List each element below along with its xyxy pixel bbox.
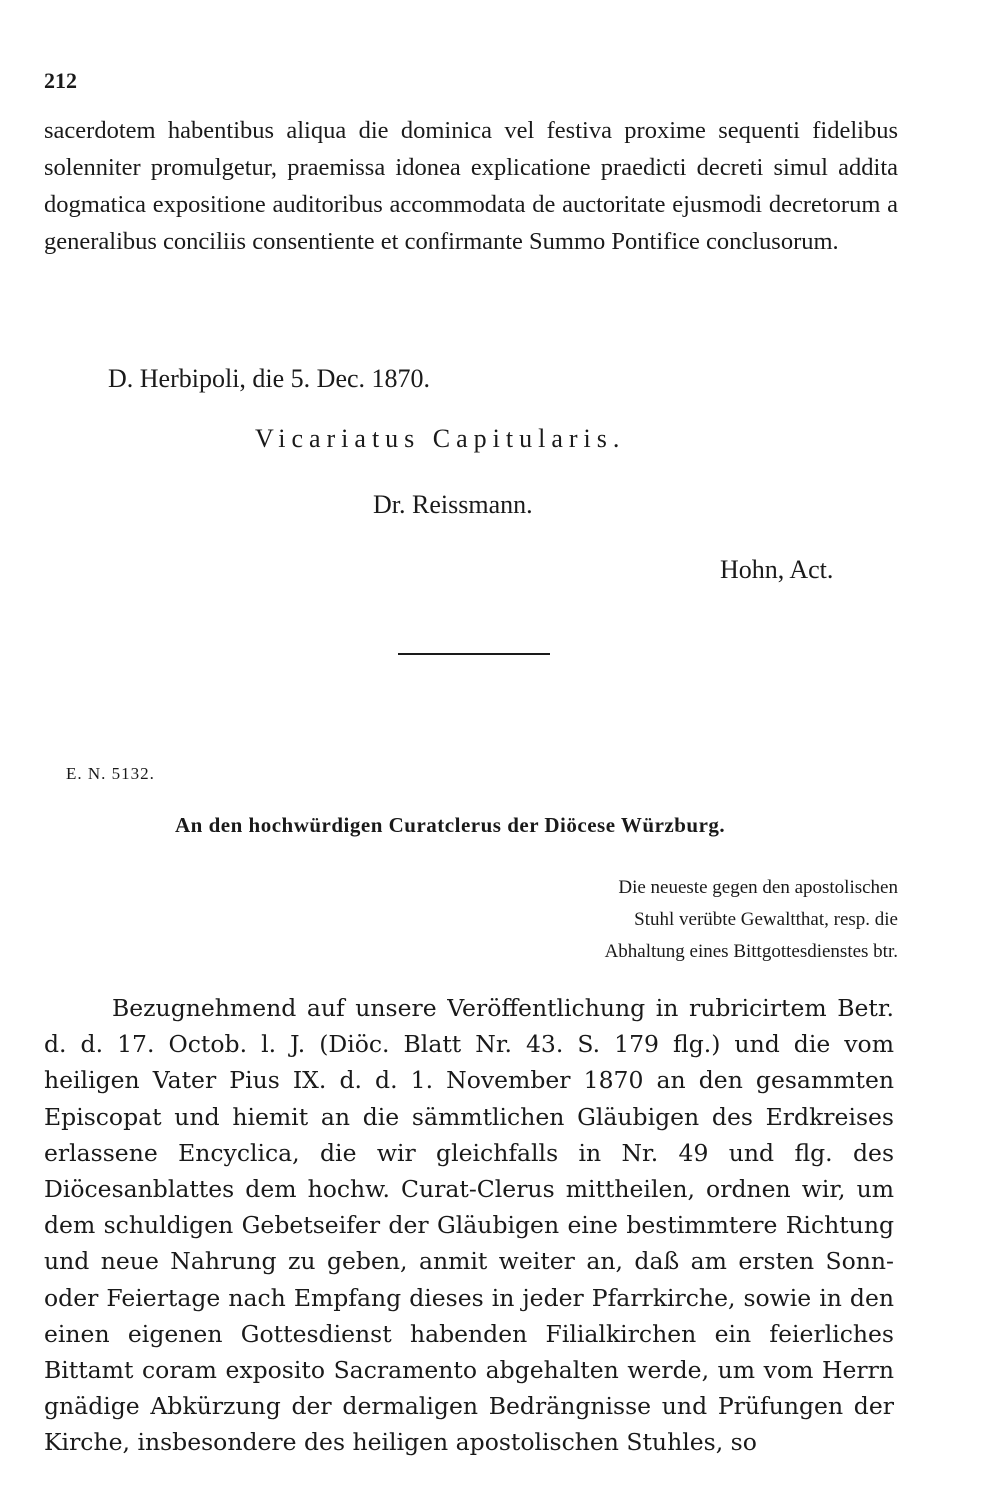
subject-block: [480, 872, 898, 968]
signatory-name: Dr. Reissmann.: [373, 490, 533, 519]
subject-line: Abhaltung eines Bittgottesdienstes btr.: [604, 941, 898, 962]
dateline: D. Herbipoli, die 5. Dec. 1870.: [108, 364, 431, 393]
latin-decree-paragraph: sacerdotem habentibus aliqua die dominica vel festiva proxime sequenti fidelibus solenniter promulgetur, praemissa idonea explicatione praedicti decreti simul addita dogmatica expositione auditoribus accommodata de auctoritate ejusmodi decretorum a generalibus conciliis consentiente et confirmante Summo Pontifice conclusorum.: [44, 117, 898, 255]
announcement-body-paragraph: Bezugnehmend auf unsere Veröffentlichung in rubricirtem Betr. d. d. 17. Octob. l. J. (Diöc. Blatt Nr. 43. S. 179 flg.) und die vom heiligen Vater Pius IX. d. d. 1. November 1870 an den gesammten Episcopat und hiemit an die sämmtlichen Gläubigen des Erdkreises erlassene Encyclica, die wir gleichfalls in Nr. 49 und flg. des Diöcesanblattes dem hochw. Curat-Clerus mittheilen, ordnen wir, um dem schuldigen Gebetseifer der Gläubigen eine bestimmtere Richtung und neue Nahrung zu geben, anmit weiter an, daß am ersten Sonn- oder Feiertage nach Empfang dieses in jeder Pfarrkirche, sowie in den einen eigenen Gottesdienst habenden Filialkirchen ein feierliches Bittamt coram exposito Sacramento abgehalten werde, um vom Herrn gnädige Abkürzung der dermaligen Bedrängnisse und Prüfungen der Kirche, insbesondere des heiligen apostolischen Stuhles, so: [44, 994, 894, 1457]
addressee-heading: An den hochwürdigen Curatclerus der Diöcese Würzburg.: [175, 813, 726, 837]
page-number: 212: [44, 68, 77, 93]
subject-line: Stuhl verübte Gewaltthat, resp. die: [634, 909, 898, 930]
actuary-name: Hohn, Act.: [720, 555, 834, 584]
issuing-authority: Vicariatus Capitularis.: [255, 424, 626, 453]
section-divider: [398, 653, 550, 655]
reference-number: E. N. 5132.: [66, 764, 155, 783]
subject-line: Die neueste gegen den apostolischen: [618, 877, 898, 898]
